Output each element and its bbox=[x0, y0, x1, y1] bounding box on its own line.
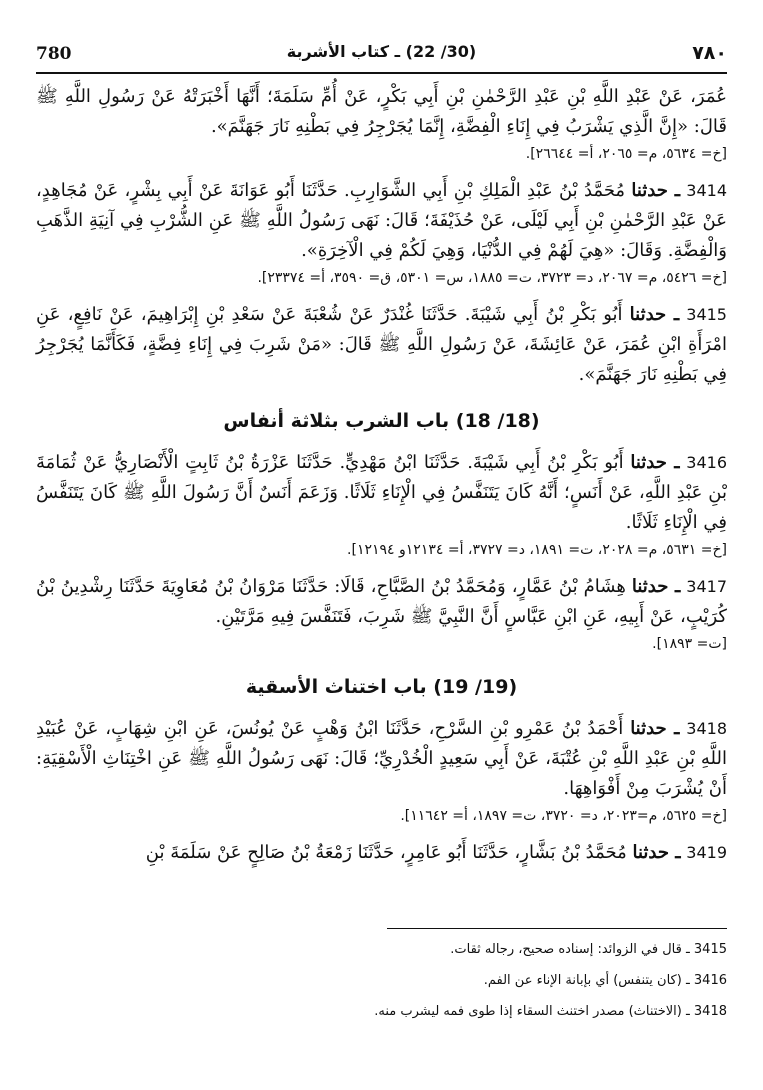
hadith-lead: ـ حدثنا bbox=[630, 718, 680, 739]
footnote-3418: 3418 ـ (الاختناث) مصدر اختنث السقاء إذا طوى فمه ليشرب منه. bbox=[374, 1004, 727, 1019]
hadith-number: 3416 bbox=[686, 453, 727, 472]
hadith-text: مُحَمَّدُ بْنُ عَبْدِ الْمَلِكِ بْنِ أَبِي الشَّوَارِبِ. حَدَّثَنَا أَبُو عَوَانَةَ عَنْ أَبِي بِشْرٍ، عَنْ مُجَاهِدٍ، عَنْ عَبْدِ الرَّحْمٰنِ بْنِ أَبِي لَيْلَى، عَنْ حُذَيْفَةَ؛ قَالَ: نَهَى رَسُولُ اللَّهِ ﷺ عَنِ الشُّرْبِ فِي آنِيَةِ الذَّهَبِ وَالْفِضَّةِ. وَقَالَ: «هِيَ لَهُمْ فِي الدُّنْيَا، وَهِيَ لَكُمْ فِي الْآخِرَةِ». bbox=[36, 180, 727, 261]
page-number-right: ٧٨٠ bbox=[692, 42, 727, 64]
page-body bbox=[36, 82, 727, 878]
hadith-3418 bbox=[36, 714, 727, 828]
hadith-number: 3417 bbox=[686, 577, 727, 596]
hadith-references: [ت= ١٨٩٣]. bbox=[652, 636, 727, 652]
hadith-lead: ـ حدثنا bbox=[632, 842, 681, 863]
footnote-3415: 3415 ـ قال في الزوائد: إسناده صحيح، رجاله ثقات. bbox=[450, 942, 727, 957]
hadith-lead: ـ حدثنا bbox=[631, 180, 680, 201]
hadith-3417 bbox=[36, 572, 727, 656]
hadith-text: هِشَامُ بْنُ عَمَّارٍ، وَمُحَمَّدُ بْنُ الصَّبَّاحِ، قَالَا: حَدَّثَنَا مَرْوَانُ بْنُ مُعَاوِيَةَ حَدَّثَنَا رِشْدِينُ بْنُ كُرَيْبٍ، عَنْ أَبِيهِ، عَنِ ابْنِ عَبَّاسٍ أَنَّ النَّبِيَّ ﷺ شَرِبَ، فَتَنَفَّسَ فِيهِ مَرَّتَيْنِ. bbox=[36, 576, 727, 627]
hadith-number: 3415 bbox=[686, 305, 727, 324]
hadith-text: أَبُو بَكْرِ بْنُ أَبِي شَيْبَةَ. حَدَّثَنَا غُنْدَرٌ عَنْ شُعْبَةَ عَنْ سَعْدِ بْنِ إِبْرَاهِيمَ، عَنْ نَافِعٍ، عَنِ امْرَأَةِ ابْنِ عُمَرَ، عَنْ عَائِشَةَ، عَنْ رَسُولِ اللَّهِ ﷺ قَالَ: «مَنْ شَرِبَ فِي إِنَاءِ فِضَّةٍ، فَكَأَنَّمَا يُجَرْجِرُ فِي بَطْنِهِ نَارَ جَهَنَّمَ». bbox=[36, 304, 727, 385]
hadith-references: [خ= ٥٦٣١، م= ٢٠٢٨، ت= ١٨٩١، د= ٣٧٢٧، أ= ١٢١٣٤و ١٢١٩٤]. bbox=[347, 542, 727, 558]
hadith-lead: ـ حدثنا bbox=[631, 576, 681, 597]
hadith-number: 3414 bbox=[686, 181, 727, 200]
hadith-3415 bbox=[36, 300, 727, 390]
hadith-references: [خ= ٥٤٢٦، م= ٢٠٦٧، د= ٣٧٢٣، ت= ١٨٨٥، س= ٥٣٠١، ق= ٣٥٩٠، أ= ٢٣٣٧٤]. bbox=[257, 270, 727, 286]
hadith-number: 3418 bbox=[686, 719, 727, 738]
page-number-left: 780 bbox=[36, 44, 72, 64]
hadith-text: عُمَرَ، عَنْ عَبْدِ اللَّهِ بْنِ عَبْدِ الرَّحْمٰنِ بْنِ أَبِي بَكْرٍ، عَنْ أُمِّ سَلَمَةَ؛ أَنَّهَا أَخْبَرَتْهُ عَنْ رَسُولِ اللَّهِ ﷺ قَالَ: «إِنَّ الَّذِي يَشْرَبُ فِي إِنَاءِ الْفِضَّةِ، إِنَّمَا يُجَرْجِرُ فِي بَطْنِهِ نَارَ جَهَنَّمَ». bbox=[36, 86, 727, 137]
footnote-divider bbox=[387, 928, 727, 929]
hadith-continuation bbox=[36, 82, 727, 166]
hadith-references: [خ= ٥٦٢٥، م=٢٠٢٣، د= ٣٧٢٠، ت= ١٨٩٧، أ= ١١٦٤٢]. bbox=[400, 808, 727, 824]
hadith-3416 bbox=[36, 448, 727, 562]
page-header bbox=[36, 38, 727, 74]
hadith-lead: ـ حدثنا bbox=[629, 304, 680, 325]
hadith-text: مُحَمَّدُ بْنُ بَشَّارٍ، حَدَّثَنَا أَبُو عَامِرٍ، حَدَّثَنَا زَمْعَةُ بْنُ صَالِحٍ عَنْ سَلَمَةَ بْنِ bbox=[145, 842, 627, 863]
hadith-3414 bbox=[36, 176, 727, 290]
hadith-references: [خ= ٥٦٣٤، م= ٢٠٦٥، أ= ٢٦٦٤٤]. bbox=[525, 146, 727, 162]
hadith-lead: ـ حدثنا bbox=[630, 452, 680, 473]
hadith-3419 bbox=[36, 838, 727, 868]
hadith-number: 3419 bbox=[686, 843, 727, 862]
footnotes bbox=[300, 934, 727, 1027]
chapter-heading-19: (19/ 19) باب اختناث الأسقية bbox=[245, 676, 518, 698]
footnote-3416: 3416 ـ (كان يتنفس) أي بإبانة الإناء عن الفم. bbox=[483, 973, 727, 988]
hadith-text: أَبُو بَكْرِ بْنُ أَبِي شَيْبَةَ. حَدَّثَنَا ابْنُ مَهْدِيٍّ. حَدَّثَنَا عَزْرَةُ بْنُ ثَابِتٍ الْأَنْصَارِيُّ عَنْ ثُمَامَةَ بْنِ عَبْدِ اللَّهِ، عَنْ أَنَسٍ؛ أَنَّهُ كَانَ يَتَنَفَّسُ فِي الْإِنَاءِ ثَلَاثًا. وَزَعَمَ أَنَسٌ أَنَّ رَسُولَ اللَّهِ ﷺ كَانَ يَتَنَفَّسُ فِي الْإِنَاءِ ثَلَاثًا. bbox=[36, 452, 727, 533]
chapter-heading-18: (18/ 18) باب الشرب بثلاثة أنفاس bbox=[223, 410, 540, 432]
running-title: (30/ 22) ـ كتاب الأشربة bbox=[286, 42, 477, 61]
hadith-text: أَحْمَدُ بْنُ عَمْرِو بْنِ السَّرْحِ، حَدَّثَنَا ابْنُ وَهْبٍ عَنْ يُونُسَ، عَنِ ابْنِ شِهَابٍ، عَنْ عُبَيْدِ اللَّهِ بْنِ عَبْدِ اللَّهِ بْنِ عُتْبَةَ، عَنْ أَبِي سَعِيدٍ الْخُدْرِيِّ؛ قَالَ: نَهَى رَسُولُ اللَّهِ ﷺ عَنِ اخْتِنَاثِ الْأَسْقِيَةِ: أَنْ يُشْرَبَ مِنْ أَفْوَاهِهَا. bbox=[36, 718, 727, 799]
